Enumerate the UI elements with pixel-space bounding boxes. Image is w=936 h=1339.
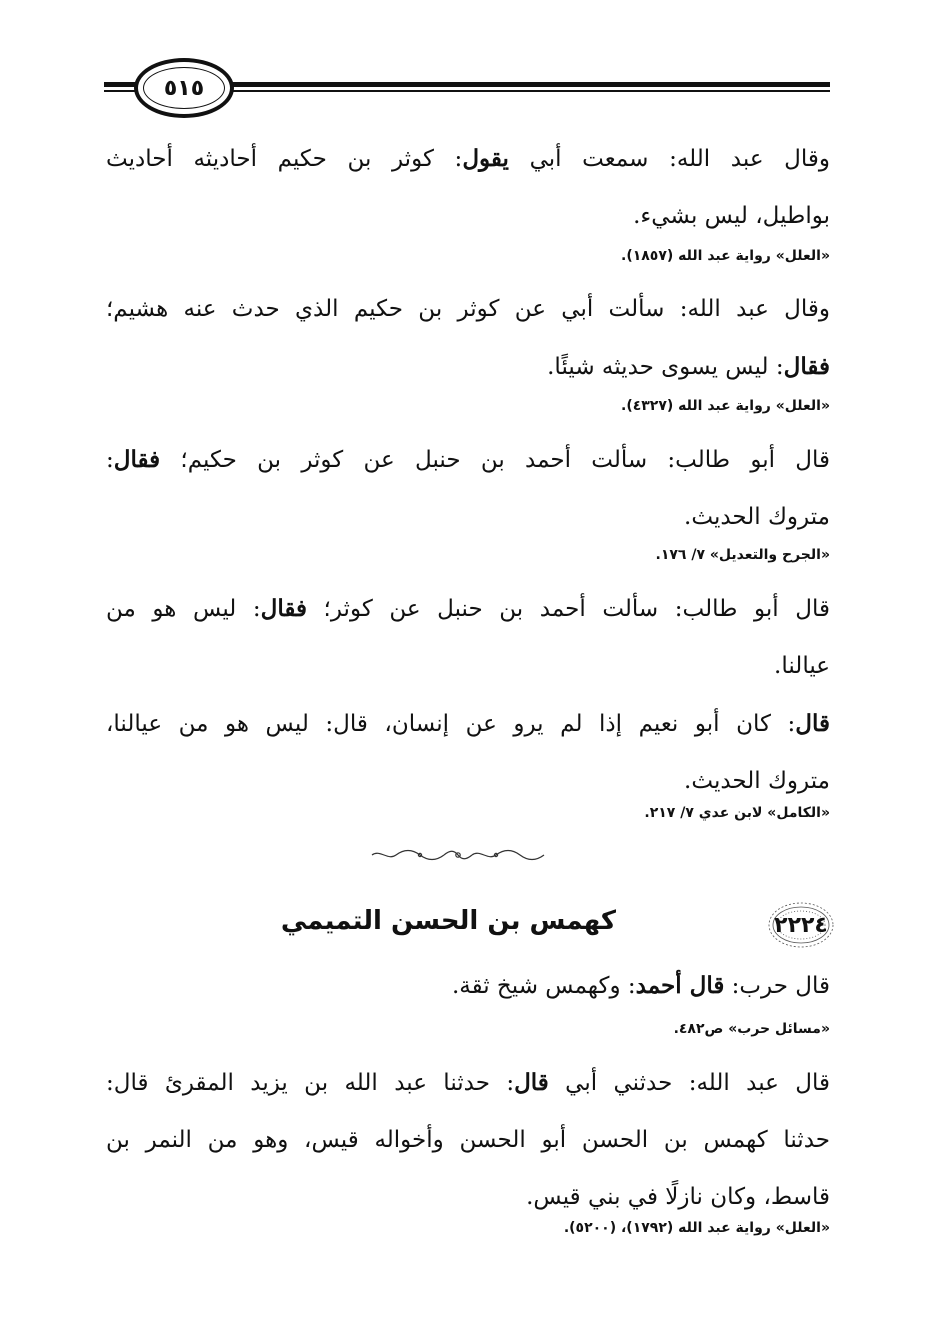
bold-run: فقال bbox=[113, 446, 161, 473]
text-run: : حدثنا عبد الله بن يزيد المقرئ قال: bbox=[106, 1070, 515, 1096]
text-line bbox=[106, 1112, 830, 1169]
paragraph bbox=[106, 957, 830, 1015]
text-line bbox=[106, 431, 830, 489]
text-run: متروك الحديث. bbox=[684, 504, 830, 530]
text-line bbox=[106, 489, 830, 546]
text-run: قاسط، وكان نازلًا في بني قيس. bbox=[526, 1184, 830, 1210]
text-run: : ليس هو من bbox=[106, 596, 261, 622]
text-run: وقال عبد الله: سألت أبي عن كوثر بن حكيم الذي حدث عنه هشيم؛ bbox=[106, 296, 830, 322]
text-line bbox=[106, 188, 830, 245]
text-run: : كوثر بن حكيم أحاديثه أحاديث bbox=[106, 146, 463, 172]
text-run: : bbox=[106, 447, 114, 473]
text-run: : ليس يسوى حديثه شيئًا. bbox=[547, 354, 784, 380]
text-run: متروك الحديث. bbox=[684, 768, 830, 794]
entry-heading bbox=[106, 900, 836, 956]
text-line bbox=[106, 1054, 830, 1112]
bold-run: يقول bbox=[462, 145, 509, 172]
text-line bbox=[106, 281, 830, 338]
entry-title: كهمس بن الحسن التميمي bbox=[280, 906, 616, 936]
text-run: قال عبد الله: حدثني أبي bbox=[548, 1070, 830, 1096]
text-line bbox=[106, 753, 830, 810]
text-run: قال أبو طالب: سألت أحمد بن حنبل عن كوثر بن حكيم؛ bbox=[160, 447, 830, 473]
ornament-divider bbox=[370, 848, 546, 862]
text-run: : وكهمس شيخ ثقة. bbox=[451, 973, 636, 999]
text-run: حدثنا كهمس بن الحسن أبو الحسن وأخواله قيس، وهو من النمر بن bbox=[106, 1127, 830, 1153]
bold-run: قال bbox=[795, 710, 830, 737]
source-citation: «العلل» رواية عبد الله (٤٣٢٧). bbox=[621, 398, 830, 414]
page-number: ٥١٥ bbox=[134, 58, 234, 118]
bold-run: قال أحمد bbox=[635, 972, 725, 999]
text-run: عيالنا. bbox=[774, 653, 830, 679]
source-citation: «العلل» رواية عبد الله (١٧٩٢)، (٥٢٠٠). bbox=[563, 1220, 830, 1236]
bold-run: فقال bbox=[260, 595, 307, 622]
bold-run: قال bbox=[514, 1069, 549, 1096]
entry-number: ٢٢٢٤ bbox=[774, 912, 828, 938]
paragraph bbox=[106, 281, 830, 396]
paragraph bbox=[106, 431, 830, 546]
page-header bbox=[104, 58, 830, 118]
text-run: قال أبو طالب: سألت أحمد بن حنبل عن كوثر؛ bbox=[306, 596, 830, 622]
text-line bbox=[106, 338, 830, 396]
text-line bbox=[106, 638, 830, 695]
paragraph bbox=[106, 130, 830, 245]
text-line bbox=[106, 957, 830, 1015]
text-line bbox=[106, 130, 830, 188]
text-line bbox=[106, 580, 830, 638]
entry-number-badge bbox=[766, 900, 836, 950]
source-citation: «العلل» رواية عبد الله (١٨٥٧). bbox=[621, 248, 830, 264]
paragraph bbox=[106, 580, 830, 810]
text-run: : كان أبو نعيم إذا لم يرو عن إنسان، قال: ليس هو من عيالنا، bbox=[106, 711, 796, 737]
paragraph bbox=[106, 1054, 830, 1226]
text-run: بواطيل، ليس بشيء. bbox=[633, 203, 830, 229]
text-line bbox=[106, 695, 830, 753]
text-run: وقال عبد الله: سمعت أبي bbox=[508, 146, 830, 172]
bold-run: فقال bbox=[783, 353, 830, 380]
text-line bbox=[106, 1169, 830, 1226]
source-citation: «الجرح والتعديل» ٧/ ١٧٦. bbox=[655, 547, 830, 563]
source-citation: «مسائل حرب» ص٤٨٢. bbox=[673, 1021, 830, 1037]
source-citation: «الكامل» لابن عدي ٧/ ٢١٧. bbox=[644, 805, 830, 821]
text-run: قال حرب: bbox=[724, 973, 830, 999]
